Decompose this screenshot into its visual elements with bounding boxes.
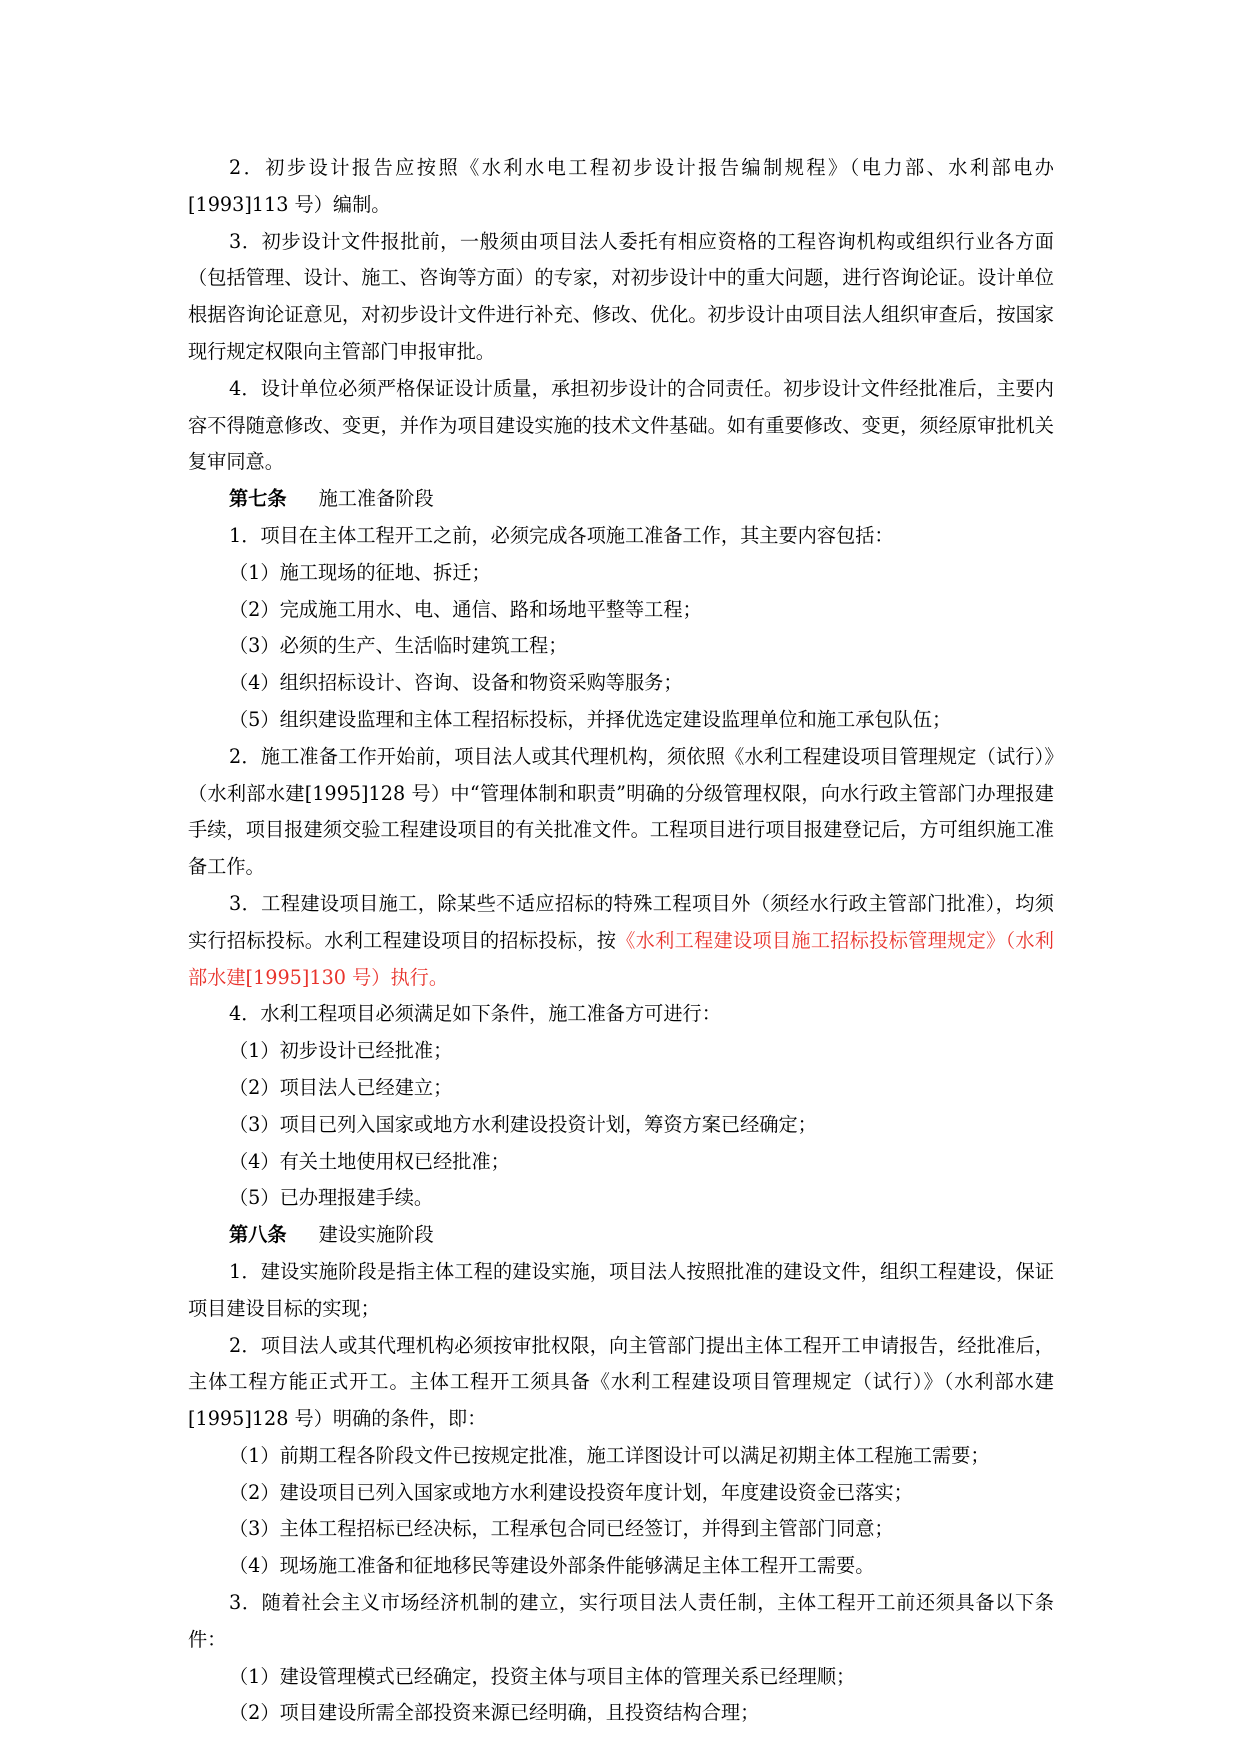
paragraph-7-1: 1．项目在主体工程开工之前，必须完成各项施工准备工作，其主要内容包括： bbox=[229, 523, 894, 547]
article-8-heading bbox=[188, 1217, 1054, 1254]
article-7-number: 第七条 bbox=[229, 487, 287, 511]
list-item: （5）组织建设监理和主体工程招标投标，并择优选定建设监理单位和施工承包队伍； bbox=[229, 707, 952, 731]
list-item: （1）前期工程各阶段文件已按规定批准，施工详图设计可以满足初期主体工程施工需要； bbox=[229, 1443, 990, 1467]
paragraph-8-1: 1．建设实施阶段是指主体工程的建设实施，项目法人按照批准的建设文件，组织工程建设，保证项目建设目标的实现； bbox=[188, 1259, 1054, 1320]
paragraph-8-2: 2．项目法人或其代理机构必须按审批权限，向主管部门提出主体工程开工申请报告，经批准后，主体工程方能正式开工。主体工程开工须具备《水利工程建设项目管理规定（试行）》（水利部水建[1995]128 号）明确的条件，即： bbox=[188, 1333, 1054, 1431]
paragraph-7-3-highlight: 《水利工程建设项目施工招标投标管理规定》（水利部水建[1995]130 号）执行。 bbox=[188, 928, 1054, 989]
article-8-number: 第八条 bbox=[229, 1223, 287, 1247]
list-item: （1）建设管理模式已经确定，投资主体与项目主体的管理关系已经理顺； bbox=[229, 1664, 856, 1688]
paragraph-7-3 bbox=[188, 886, 1054, 996]
paragraph-6-2: 2．初步设计报告应按照《水利水电工程初步设计报告编制规程》（电力部、水利部电办[1993]113 号）编制。 bbox=[188, 156, 1054, 216]
list-item: （4）现场施工准备和征地移民等建设外部条件能够满足主体工程开工需要。 bbox=[229, 1554, 875, 1578]
list-item: （4）有关土地使用权已经批准； bbox=[229, 1149, 510, 1173]
article-7-title: 施工准备阶段 bbox=[318, 487, 434, 511]
paragraph-7-4: 4．水利工程项目必须满足如下条件，施工准备方可进行： bbox=[229, 1002, 721, 1026]
article-8-title: 建设实施阶段 bbox=[318, 1223, 434, 1247]
paragraph-8-3: 3．随着社会主义市场经济机制的建立，实行项目法人责任制，主体工程开工前还须具备以下条件： bbox=[188, 1591, 1054, 1651]
paragraph-7-3-text: 3．工程建设项目施工，除某些不适应招标的特殊工程项目外（须经水行政主管部门批准），均须实行招标投标。水利工程建设项目的招标投标，按 bbox=[188, 891, 1054, 952]
paragraph-7-2: 2．施工准备工作开始前，项目法人或其代理机构，须依照《水利工程建设项目管理规定（试行）》（水利部水建[1995]128 号）中“管理体制和职责”明确的分级管理权限，向水行政主管部门办理报建手续，项目报建须交验工程建设项目的有关批准文件。工程项目进行项目报建登记后，方可组织施工准备工作。 bbox=[188, 744, 1054, 879]
document-body bbox=[188, 150, 1054, 1732]
list-item: （3）项目已列入国家或地方水利建设投资计划，筹资方案已经确定； bbox=[229, 1112, 817, 1136]
list-item: （2）项目建设所需全部投资来源已经明确，且投资结构合理； bbox=[229, 1701, 760, 1725]
list-item: （4）组织招标设计、咨询、设备和物资采购等服务； bbox=[229, 671, 683, 695]
list-item: （3）主体工程招标已经决标，工程承包合同已经签订，并得到主管部门同意； bbox=[229, 1517, 894, 1541]
list-item: （5）已办理报建手续。 bbox=[229, 1186, 434, 1210]
paragraph-6-4: 4．设计单位必须严格保证设计质量，承担初步设计的合同责任。初步设计文件经批准后，主要内容不得随意修改、变更，并作为项目建设实施的技术文件基础。如有重要修改、变更，须经原审批机关复审同意。 bbox=[188, 376, 1054, 474]
list-item: （1）初步设计已经批准； bbox=[229, 1039, 453, 1063]
list-item: （2）项目法人已经建立； bbox=[229, 1075, 453, 1099]
list-item: （3）必须的生产、生活临时建筑工程； bbox=[229, 634, 568, 658]
list-item: （1）施工现场的征地、拆迁； bbox=[229, 560, 491, 584]
list-item: （2）建设项目已列入国家或地方水利建设投资年度计划，年度建设资金已落实； bbox=[229, 1480, 913, 1504]
paragraph-6-3: 3．初步设计文件报批前，一般须由项目法人委托有相应资格的工程咨询机构或组织行业各方面（包括管理、设计、施工、咨询等方面）的专家，对初步设计中的重大问题，进行咨询论证。设计单位根据咨询论证意见，对初步设计文件进行补充、修改、优化。初步设计由项目法人组织审查后，按国家现行规定权限向主管部门申报审批。 bbox=[188, 229, 1054, 363]
article-7-heading bbox=[188, 481, 1054, 518]
list-item: （2）完成施工用水、电、通信、路和场地平整等工程； bbox=[229, 597, 702, 621]
